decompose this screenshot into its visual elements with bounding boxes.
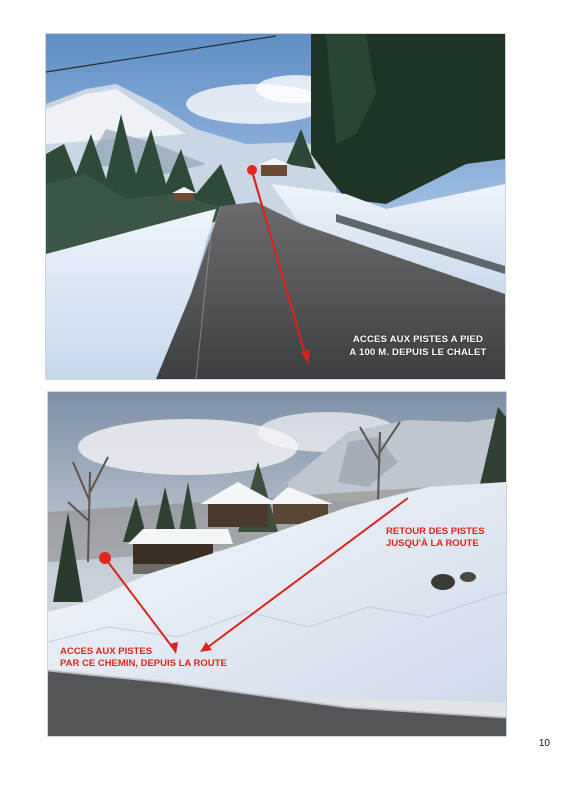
caption-line: ACCES AUX PISTES bbox=[60, 646, 153, 657]
slope-scene bbox=[48, 392, 506, 736]
walking-access-caption bbox=[334, 333, 502, 359]
caption-line: RETOUR DES PISTES bbox=[386, 526, 485, 537]
slope-photo bbox=[47, 391, 507, 737]
road-scene bbox=[46, 34, 505, 379]
road-photo bbox=[45, 33, 506, 380]
page-number: 10 bbox=[538, 738, 550, 749]
location-marker-icon bbox=[247, 165, 257, 175]
caption-line: PAR CE CHEMIN, DEPUIS LA ROUTE bbox=[60, 658, 227, 669]
caption-line: ACCES AUX PISTES A PIED bbox=[352, 334, 484, 345]
caption-line: A 100 M. DEPUIS LE CHALET bbox=[349, 347, 487, 358]
location-marker-icon bbox=[99, 552, 111, 564]
caption-line: JUSQU'À LA ROUTE bbox=[386, 538, 479, 549]
return-caption bbox=[386, 526, 504, 550]
path-access-caption bbox=[60, 646, 260, 670]
